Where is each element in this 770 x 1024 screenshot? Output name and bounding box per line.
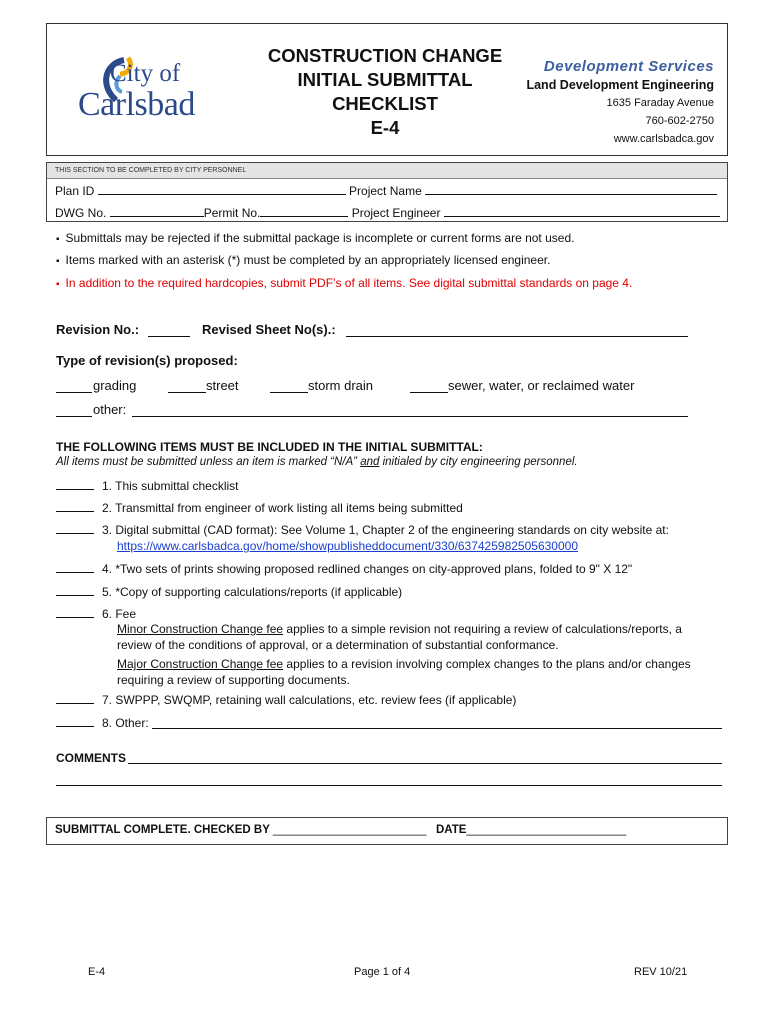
plan-id-field[interactable]	[98, 183, 346, 195]
plan-id-label: Plan ID	[55, 184, 95, 198]
checklist-item	[56, 562, 632, 576]
fee-minor-text	[117, 621, 682, 637]
fee-major-text-2: requiring a review of supporting documents.	[117, 673, 350, 687]
submittal-complete-row	[55, 824, 626, 836]
checklist-item	[56, 607, 136, 621]
website: www.carlsbadca.gov	[613, 133, 714, 145]
item-initial-field[interactable]	[56, 525, 94, 534]
project-name-label: Project Name	[349, 184, 422, 198]
date-field[interactable]: _________________________	[466, 824, 627, 836]
items-note-text: All items must be submitted unless an item is marked “N/A”	[56, 456, 361, 468]
revision-no-field[interactable]	[148, 336, 190, 337]
item-text: 4. *Two sets of prints showing proposed redlined changes on city-approved plans, folded to 9" X 12"	[102, 562, 633, 576]
item-text: 3. Digital submittal (CAD format): See Volume 1, Chapter 2 of the engineering standards on city website at:	[102, 523, 669, 537]
item-text: 2. Transmittal from engineer of work listing all items being submitted	[102, 501, 463, 515]
bullet-note-red: ▪ In addition to the required hardcopies, submit PDF’s of all items. See digital submittal standards on page 4.	[56, 276, 632, 290]
phone: 760-602-2750	[645, 115, 714, 127]
city-section-heading: THIS SECTION TO BE COMPLETED BY CITY PERSONNEL	[47, 163, 727, 179]
checklist-item	[56, 693, 516, 707]
item-initial-field[interactable]	[56, 609, 94, 618]
street-label: street	[206, 378, 239, 393]
city-row-2	[55, 205, 725, 220]
sewer-water-checkbox[interactable]	[410, 392, 448, 393]
item-text: 5. *Copy of supporting calculations/reports (if applicable)	[102, 585, 403, 599]
fee-minor-desc: applies to a simple revision not requiring a review of calculations/reports, a	[283, 622, 682, 636]
fee-major-desc: applies to a revision involving complex changes to the plans and/or changes	[283, 657, 691, 671]
city-personnel-section	[46, 162, 728, 222]
items-note-and: and	[360, 456, 380, 468]
project-engineer-label: Project Engineer	[351, 206, 441, 220]
revision-type-heading: Type of revision(s) proposed:	[56, 353, 238, 368]
item-initial-field[interactable]	[56, 718, 94, 727]
logo-text-line1: City of	[110, 60, 181, 87]
other-label: other:	[93, 402, 127, 417]
title-line: CONSTRUCTION CHANGE	[267, 45, 503, 66]
department-info	[514, 58, 714, 148]
checklist-item	[56, 585, 402, 599]
comments-label: COMMENTS	[56, 751, 126, 765]
footer-revision: REV 10/21	[634, 966, 688, 978]
city-logo	[74, 50, 224, 130]
checklist-item	[56, 501, 463, 515]
item-initial-field[interactable]	[56, 503, 94, 512]
dwg-no-label: DWG No.	[55, 206, 107, 220]
grading-checkbox[interactable]	[56, 392, 92, 393]
items-note	[56, 456, 578, 468]
fee-minor-text-2: review of the conditions of approval, or a determination of substantial conformance.	[117, 638, 559, 652]
fee-minor-label: Minor Construction Change fee	[117, 622, 284, 636]
comments-field-line[interactable]	[128, 763, 722, 764]
project-name-field[interactable]	[425, 183, 717, 195]
revision-no-label: Revision No.:	[56, 322, 140, 337]
document-title	[250, 44, 520, 140]
item-initial-field[interactable]	[56, 587, 94, 596]
checked-by-field[interactable]: ________________________	[272, 824, 427, 836]
comments-field-line[interactable]	[56, 785, 722, 786]
title-line: INITIAL SUBMITTAL	[297, 69, 473, 90]
checklist-item	[56, 716, 149, 730]
logo-text-line2: Carlsbad	[78, 86, 195, 123]
title-line: E-4	[370, 117, 400, 138]
items-heading: THE FOLLOWING ITEMS MUST BE INCLUDED IN THE INITIAL SUBMITTAL:	[56, 440, 483, 454]
storm-drain-label: storm drain	[308, 378, 374, 393]
fee-major-label: Major Construction Change fee	[117, 657, 284, 671]
bullet-note: ▪ Items marked with an asterisk (*) must be completed by an appropriately licensed engineer.	[56, 253, 550, 267]
checklist-item	[56, 523, 669, 537]
permit-no-label: Permit No.	[203, 206, 261, 220]
date-label: DATE	[435, 824, 467, 836]
items-note-text: initialed by city engineering personnel.	[379, 456, 578, 468]
revised-sheets-field[interactable]	[346, 336, 688, 337]
item-text: 7. SWPPP, SWQMP, retaining wall calculations, etc. review fees (if applicable)	[102, 693, 517, 707]
city-row-1	[55, 183, 725, 198]
sewer-water-label: sewer, water, or reclaimed water	[448, 378, 635, 393]
permit-no-field[interactable]	[260, 205, 348, 217]
revised-sheets-label: Revised Sheet No(s).:	[202, 322, 336, 337]
address: 1635 Faraday Avenue	[606, 97, 714, 109]
item-text: 1. This submittal checklist	[102, 479, 239, 493]
department-name: Development Services	[543, 58, 714, 75]
checked-by-label: SUBMITTAL COMPLETE. CHECKED BY	[55, 824, 270, 836]
storm-drain-checkbox[interactable]	[270, 392, 308, 393]
grading-label: grading	[93, 378, 137, 393]
footer-form-id: E-4	[88, 966, 106, 978]
project-engineer-field[interactable]	[444, 205, 720, 217]
dwg-no-field[interactable]	[110, 205, 204, 217]
submittal-complete-box	[46, 817, 728, 845]
item-initial-field[interactable]	[56, 564, 94, 573]
bullet-note: ▪ Submittals may be rejected if the submittal package is incomplete or current forms are not used.	[56, 231, 574, 245]
checklist-item	[56, 479, 239, 493]
street-checkbox[interactable]	[168, 392, 206, 393]
cad-standards-link[interactable]: https://www.carlsbadca.gov/home/showpublisheddocument/330/637425982505630000	[117, 539, 578, 553]
division-name: Land Development Engineering	[526, 78, 714, 92]
title-line: CHECKLIST	[332, 93, 438, 114]
other-item-field[interactable]	[152, 728, 722, 729]
other-field[interactable]	[132, 416, 688, 417]
item-text: 6. Fee	[102, 607, 137, 621]
footer-page-number: Page 1 of 4	[354, 966, 411, 978]
item-initial-field[interactable]	[56, 481, 94, 490]
fee-major-text	[117, 656, 691, 672]
item-text: 8. Other:	[102, 716, 149, 730]
other-checkbox[interactable]	[56, 416, 92, 417]
item-initial-field[interactable]	[56, 695, 94, 704]
